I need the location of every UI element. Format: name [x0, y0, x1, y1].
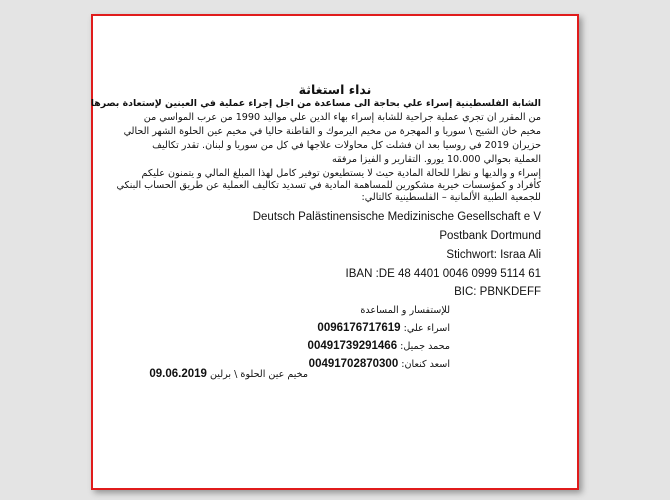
contact-row: [317, 322, 450, 335]
document-title: نداء استغاثة: [298, 82, 372, 97]
contact-name: محمد جميل:: [400, 341, 450, 352]
contact-phone: 00491739291466: [307, 340, 398, 352]
contact-name: اسعد كنعان:: [401, 359, 450, 370]
contact-row: [309, 358, 450, 371]
bank-account-name: Deutsch Palästinensische Medizinische Gesellschaft e V: [252, 211, 541, 223]
contact-phone: 00491702870300: [308, 358, 399, 370]
contact-row: [308, 340, 450, 353]
paragraph-line: إسراء و والديها و نظرا للحالة المادية حيث لا يستطيعون توفير كامل لهذا المبلغ المالي و يتمنون عليكم: [141, 168, 541, 179]
bank-keyword: Stichwort: Israa Ali: [446, 249, 541, 261]
contact-heading: للإستفسار و المساعدة: [360, 305, 450, 316]
paragraph-line: حزيران 2019 في روسيا بعد ان فشلت كل محاولات علاجها في كل من سوريا و لبنان. تقدر تكاليف: [152, 140, 541, 151]
bank-name: Postbank Dortmund: [439, 230, 541, 242]
paragraph-line: مخيم خان الشيح \ سوريا و المهجرة من مخيم اليرموك و القاطنة حاليا في مخيم عين الحلوة الشهر الحالي: [123, 126, 541, 137]
place-date: [149, 368, 308, 381]
contact-name: اسراء علي:: [403, 323, 450, 334]
paragraph-line: من المقرر ان تجري عملية جراحية للشابة إسراء بهاء الدين علي مواليد 1990 من عرب المواسي من: [143, 112, 541, 123]
paragraph-line: كأفراد و كمؤسسات خيرية مشكورين للمساهمة المادية في تسديد تكاليف العملية عن طريق الحساب البنكي: [116, 180, 541, 191]
paragraph-line: للجمعية الطبية الألمانية – الفلسطينية كالتالي:: [361, 192, 541, 203]
document-subtitle: الشابة الفلسطينية إسراء علي بحاجة الى مساعدة من اجل إجراء عملية في العينين لإستعادة بصرها: [90, 98, 541, 109]
document-page: [91, 14, 579, 490]
paragraph-line: العملية بحوالي 10.000 يورو. التقارير و الفيزا مرفقه: [331, 154, 541, 165]
bank-iban: IBAN :DE 48 4401 0046 0999 5114 61: [345, 268, 541, 280]
place: مخيم عين الحلوة \ برلين: [210, 369, 308, 380]
bank-bic: BIC: PBNKDEFF: [454, 286, 541, 298]
contact-phone: 0096176717619: [317, 322, 401, 334]
date: 09.06.2019: [149, 368, 207, 380]
